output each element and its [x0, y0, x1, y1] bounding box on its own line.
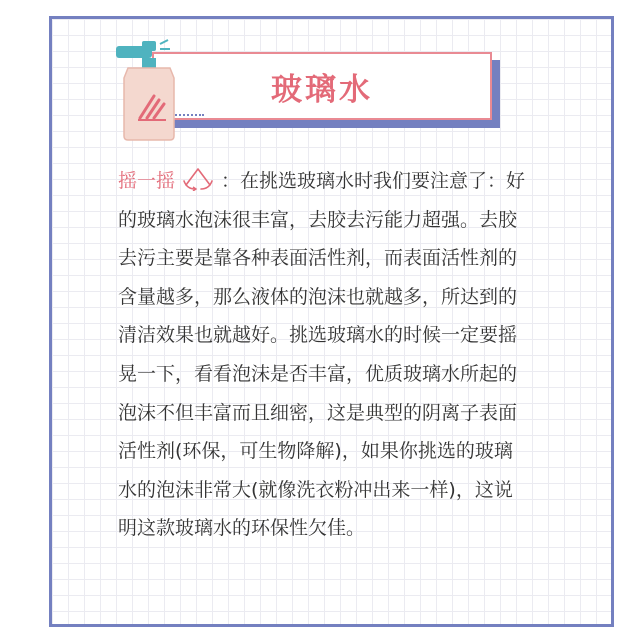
shake-swirl-icon: [181, 167, 215, 191]
shake-label: 摇一摇: [118, 170, 176, 192]
spray-bottle-icon: [114, 38, 180, 142]
article-paragraph: [118, 162, 528, 548]
title-box: [152, 52, 492, 120]
paragraph-body: ：在挑选玻璃水时我们要注意了：好的玻璃水泡沫很丰富，去胶去污能力超强。去胶去污主要是靠各种表面活性剂，而表面活性剂的含量越多，那么液体的泡沫也就越多，所达到的清洁效果也就越好。挑选玻璃水的时候一定要摇晃一下，看看泡沫是否丰富，优质玻璃水所起的泡沫不但丰富而且细密，这是典型的阴离子表面活性剂(环保，可生物降解)，如果你挑选的玻璃水的泡沫非常大(就像洗衣粉冲出来一样)，这说明这款玻璃水的环保性欠佳。: [118, 170, 526, 540]
page-title: 玻璃水: [271, 71, 373, 108]
